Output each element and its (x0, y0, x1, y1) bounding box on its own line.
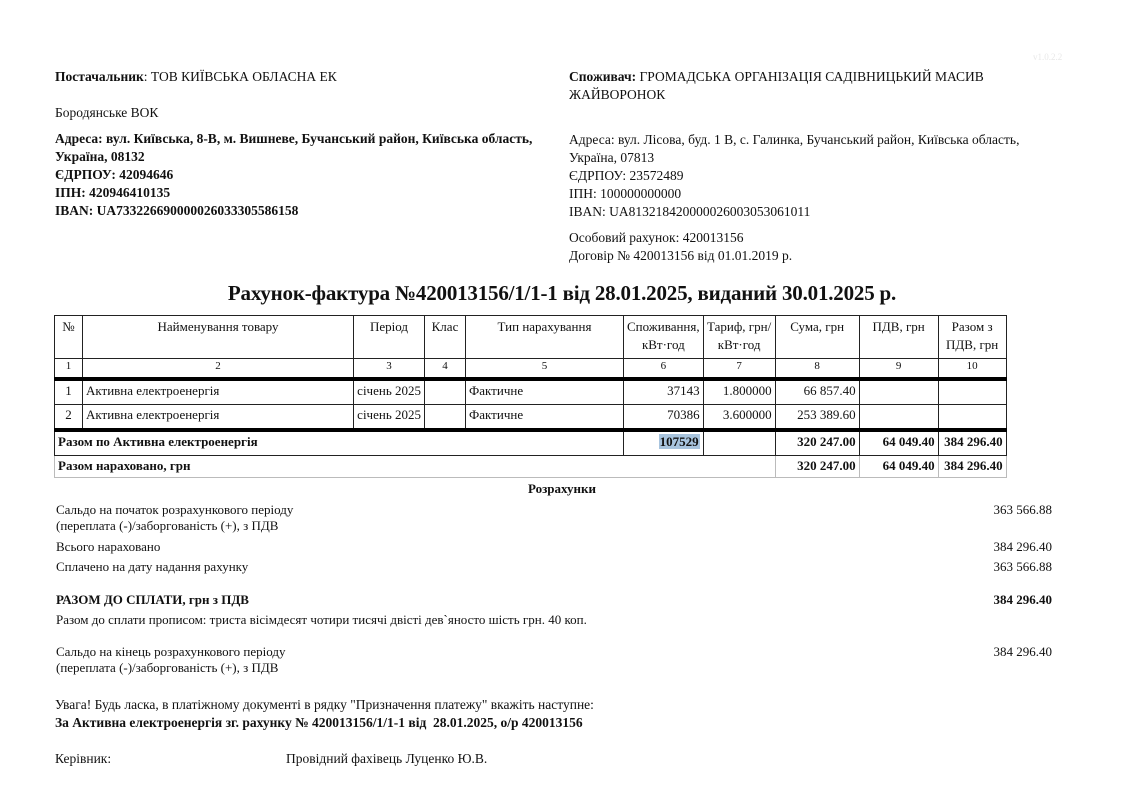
column-number: 2 (83, 359, 354, 380)
grand-total-sum: 320 247.00 (775, 456, 859, 478)
amount-due-words-row (56, 612, 1052, 630)
subtotal-label: Разом по Активна електроенергія (55, 430, 624, 456)
payment-purpose: За Активна електроенергія зг. рахунку № 420013156/1/1-1 від 28.01.2025, о/р 420013156 (55, 715, 583, 730)
row-number: 1 (55, 379, 83, 405)
paid-label: Сплачено на дату надання рахунку (56, 559, 249, 574)
grand-total-vat: 64 049.40 (859, 456, 938, 478)
header-cell: Споживання, кВт·год (624, 316, 704, 359)
paid-row (56, 559, 1052, 577)
supplier-name: ТОВ КИЇВСЬКА ОБЛАСНА ЕК (150, 69, 337, 84)
header-cell: Тариф, грн/кВт·год (703, 316, 775, 359)
amount-due-value: 384 296.40 (993, 592, 1052, 607)
settlements-title: Розрахунки (527, 481, 597, 496)
consumer-block (569, 68, 1069, 265)
row-product: Активна електроенергія (83, 405, 354, 431)
table-row (55, 379, 1007, 405)
header-cell: Найменування товару (83, 316, 354, 359)
grand-total-row (55, 456, 1007, 478)
supplier-branch: Бородянське ВОК (55, 105, 159, 120)
grand-total-label: Разом нараховано, грн (55, 456, 776, 478)
header-cell: № (55, 316, 83, 359)
column-number: 10 (938, 359, 1006, 380)
column-number: 4 (425, 359, 466, 380)
row-vat (859, 405, 938, 431)
opening-balance-row (56, 502, 1052, 536)
head-label: Керівник: (55, 751, 112, 766)
opening-balance-label-line2: (переплата (-)/заборгованість (+), з ПДВ (56, 518, 279, 533)
header-cell: Період (354, 316, 425, 359)
column-number: 9 (859, 359, 938, 380)
subtotal-sum: 320 247.00 (775, 430, 859, 456)
signer-name: Провідний фахівець Луценко Ю.В. (286, 751, 488, 766)
closing-balance-label (56, 644, 286, 676)
payment-notice-line1: Увага! Будь ласка, в платіжному документі в рядку "Призначення платежу" вкажіть наступне: (55, 697, 594, 712)
row-class (425, 405, 466, 431)
supplier-label: Постачальник (55, 69, 144, 84)
amount-due-label: РАЗОМ ДО СПЛАТИ, грн з ПДВ (56, 592, 249, 607)
consumer-account: Особовий рахунок: 420013156 (569, 230, 744, 245)
row-period: січень 2025 (354, 405, 425, 431)
opening-balance-value: 363 566.88 (993, 502, 1052, 517)
supplier-address: Адреса: вул. Київська, 8-В, м. Вишневе, Бучанський район, Київська область, Україна, 08132 (55, 131, 533, 164)
supplier-iban: IBAN: UA733226690000026033305586158 (55, 203, 299, 218)
subtotal-consumption-cell (624, 430, 704, 456)
subtotal-vat: 64 049.40 (859, 430, 938, 456)
table-row (55, 405, 1007, 431)
closing-balance-label-line1: Сальдо на кінець розрахункового періоду (56, 644, 286, 659)
column-number: 8 (775, 359, 859, 380)
row-consumption: 37143 (624, 379, 704, 405)
opening-balance-label (56, 502, 293, 534)
opening-balance-label-line1: Сальдо на початок розрахункового періоду (56, 502, 294, 517)
table-header-row (55, 316, 1007, 359)
column-number: 1 (55, 359, 83, 380)
consumer-iban: IBAN: UA813218420000026003053061011 (569, 204, 811, 219)
subtotal-consumption[interactable]: 107529 (659, 434, 699, 449)
row-sum: 66 857.40 (775, 379, 859, 405)
row-period: січень 2025 (354, 379, 425, 405)
row-total (938, 405, 1006, 431)
column-number: 7 (703, 359, 775, 380)
header-cell: Клас (425, 316, 466, 359)
header-cell: Разом з ПДВ, грн (938, 316, 1006, 359)
paid-value: 363 566.88 (993, 559, 1052, 574)
header-cell: Сума, грн (775, 316, 859, 359)
amount-due-words: Разом до сплати прописом: триста вісімдесят чотири тисячі двісті дев`яносто шість грн. 40 коп. (56, 612, 587, 627)
closing-balance-label-line2: (переплата (-)/заборгованість (+), з ПДВ (56, 660, 279, 675)
row-tariff: 1.800000 (703, 379, 775, 405)
consumer-address: Адреса: вул. Лісова, буд. 1 В, с. Галинка, Бучанський район, Київська область, Україна, 07813 (569, 132, 1020, 165)
column-number: 5 (466, 359, 624, 380)
row-class (425, 379, 466, 405)
total-charged-label: Всього нараховано (56, 539, 161, 554)
column-number: 3 (354, 359, 425, 380)
row-sum: 253 389.60 (775, 405, 859, 431)
row-number: 2 (55, 405, 83, 431)
header-cell: Тип нарахування (466, 316, 624, 359)
row-type: Фактичне (466, 405, 624, 431)
column-number-row (55, 359, 1007, 380)
supplier-block (55, 68, 555, 220)
supplier-line: Постачальник: ТОВ КИЇВСЬКА ОБЛАСНА ЕК (55, 69, 337, 84)
total-charged-value: 384 296.40 (993, 539, 1052, 554)
grand-total-total: 384 296.40 (938, 456, 1006, 478)
row-product: Активна електроенергія (83, 379, 354, 405)
amount-due-row (56, 592, 1052, 610)
row-vat (859, 379, 938, 405)
version-label: v1.0.2.2 (1033, 52, 1063, 62)
row-total (938, 379, 1006, 405)
consumer-edrpou: ЄДРПОУ: 23572489 (569, 168, 684, 183)
consumer-label: Споживач: (569, 69, 637, 84)
subtotal-tariff (703, 430, 775, 456)
payment-notice (55, 696, 594, 732)
consumer-ipn: ІПН: 100000000000 (569, 186, 682, 201)
closing-balance-value: 384 296.40 (993, 644, 1052, 659)
closing-balance-row (56, 644, 1052, 678)
header-cell: ПДВ, грн (859, 316, 938, 359)
supplier-edrpou: ЄДРПОУ: 42094646 (55, 167, 174, 182)
row-consumption: 70386 (624, 405, 704, 431)
row-type: Фактичне (466, 379, 624, 405)
invoice-table (54, 315, 1007, 478)
total-charged-row (56, 539, 1052, 557)
column-number: 6 (624, 359, 704, 380)
invoice-title: Рахунок-фактура №420013156/1/1-1 від 28.01.2025, виданий 30.01.2025 р. (227, 281, 897, 305)
row-tariff: 3.600000 (703, 405, 775, 431)
consumer-contract: Договір № 420013156 від 01.01.2019 р. (569, 248, 793, 263)
subtotal-total: 384 296.40 (938, 430, 1006, 456)
supplier-ipn: ІПН: 420946410135 (55, 185, 171, 200)
consumer-name: ГРОМАДСЬКА ОРГАНІЗАЦІЯ САДІВНИЦЬКИЙ МАСИВ ЖАЙВОРОНОК (569, 69, 984, 102)
consumer-line (569, 68, 1069, 104)
subtotal-row (55, 430, 1007, 456)
